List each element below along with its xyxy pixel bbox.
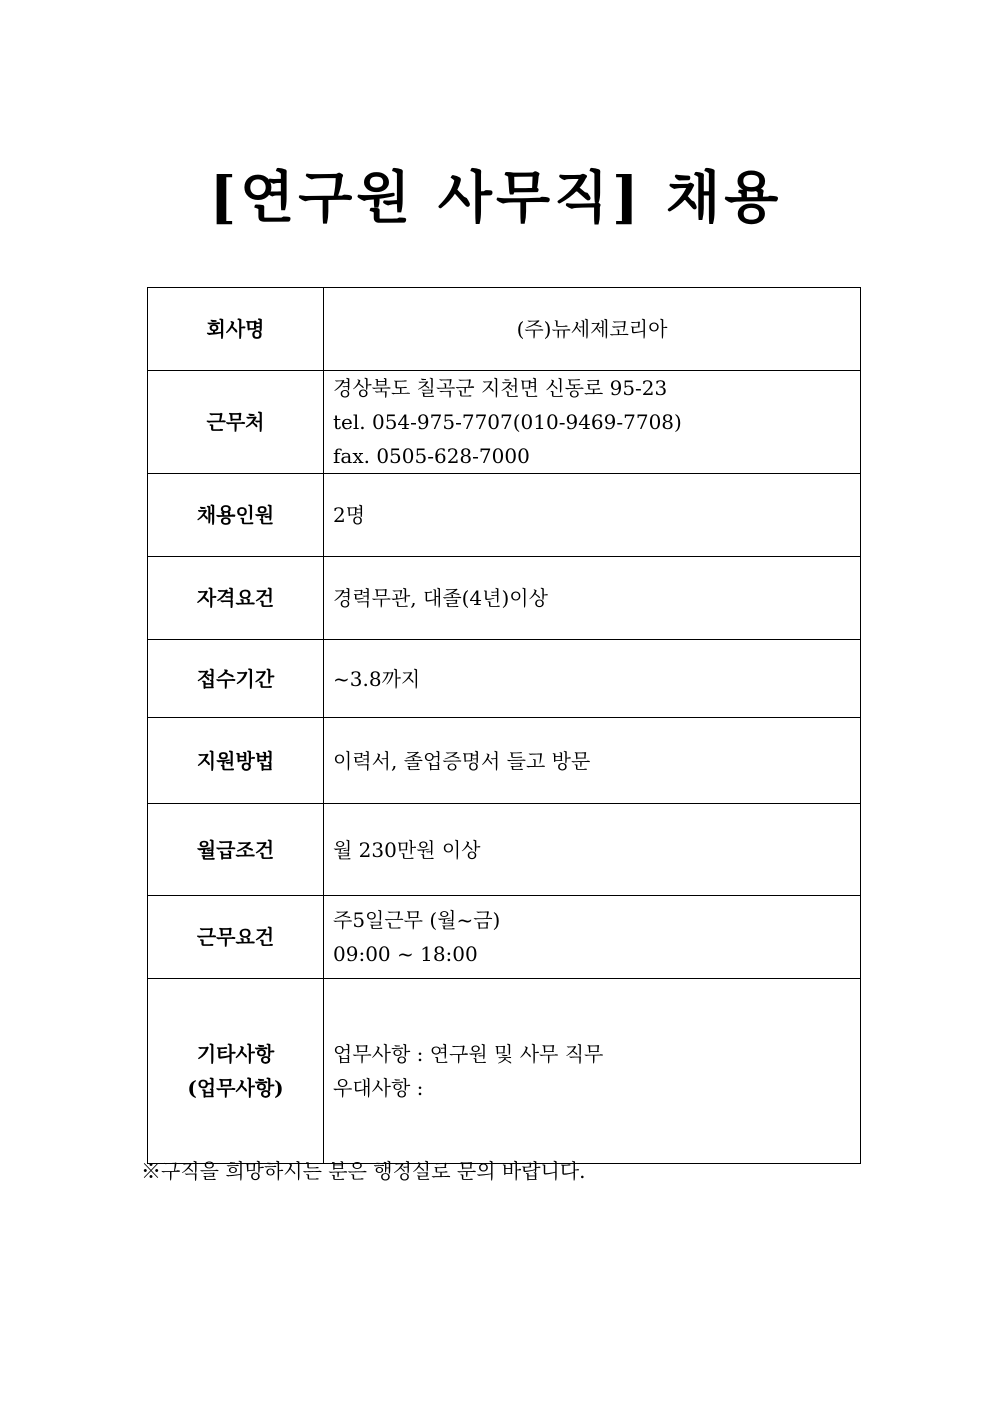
- working-hours: 09:00 ~ 18:00: [333, 942, 478, 966]
- row-value-application-period: [324, 640, 861, 718]
- table-row-working-conditions: [148, 896, 861, 979]
- row-value-application-method: [324, 718, 861, 804]
- row-value-qualifications: [324, 557, 861, 640]
- preferences-value: 우대사항 :: [333, 1076, 424, 1100]
- table-row-headcount: [148, 474, 861, 557]
- application-method-value: 이력서, 졸업증명서 들고 방문: [333, 748, 591, 773]
- row-label-application-method: 지원방법: [148, 718, 324, 804]
- table-row-company: [148, 288, 861, 371]
- working-days: 주5일근무 (월~금): [333, 908, 501, 932]
- row-value-other-notes: [324, 979, 861, 1164]
- workplace-tel: tel. 054-975-7707(010-9469-7708): [333, 410, 682, 434]
- table-row-application-period: [148, 640, 861, 718]
- application-period-value: ~3.8까지: [333, 666, 421, 691]
- table-row-workplace: [148, 371, 861, 474]
- row-label-headcount: 채용인원: [148, 474, 324, 557]
- job-posting-table: [147, 287, 861, 1164]
- row-value-workplace: [324, 371, 861, 474]
- headcount-value: 2명: [333, 503, 366, 527]
- row-label-other-notes: [148, 979, 324, 1164]
- table-row-other-notes: [148, 979, 861, 1164]
- table-row-salary: [148, 804, 861, 896]
- row-value-company: [324, 288, 861, 371]
- other-notes-label: 기타사항: [196, 1042, 275, 1066]
- duties-value: 업무사항 : 연구원 및 사무 직무: [333, 1042, 604, 1066]
- row-label-salary: 월급조건: [148, 804, 324, 896]
- table-row-qualifications: [148, 557, 861, 640]
- row-value-working-conditions: [324, 896, 861, 979]
- row-value-headcount: [324, 474, 861, 557]
- workplace-address: 경상북도 칠곡군 지천면 신동로 95-23: [333, 376, 668, 400]
- row-label-working-conditions: 근무요건: [148, 896, 324, 979]
- other-notes-sublabel: (업무사항): [187, 1076, 284, 1100]
- salary-value: 월 230만원 이상: [333, 837, 481, 862]
- row-label-application-period: 접수기간: [148, 640, 324, 718]
- company-name: (주)뉴세제코리아: [516, 317, 668, 341]
- qualifications-value: 경력무관, 대졸(4년)이상: [333, 586, 548, 610]
- page-title: [연구원 사무직] 채용: [209, 165, 783, 231]
- row-label-qualifications: 자격요건: [148, 557, 324, 640]
- row-label-company: 회사명: [148, 288, 324, 371]
- table-row-application-method: [148, 718, 861, 804]
- footnote: ※구직을 희망하시는 분은 행정실로 문의 바랍니다.: [141, 1159, 586, 1183]
- row-value-salary: [324, 804, 861, 896]
- row-label-workplace: 근무처: [148, 371, 324, 474]
- workplace-fax: fax. 0505-628-7000: [333, 444, 530, 468]
